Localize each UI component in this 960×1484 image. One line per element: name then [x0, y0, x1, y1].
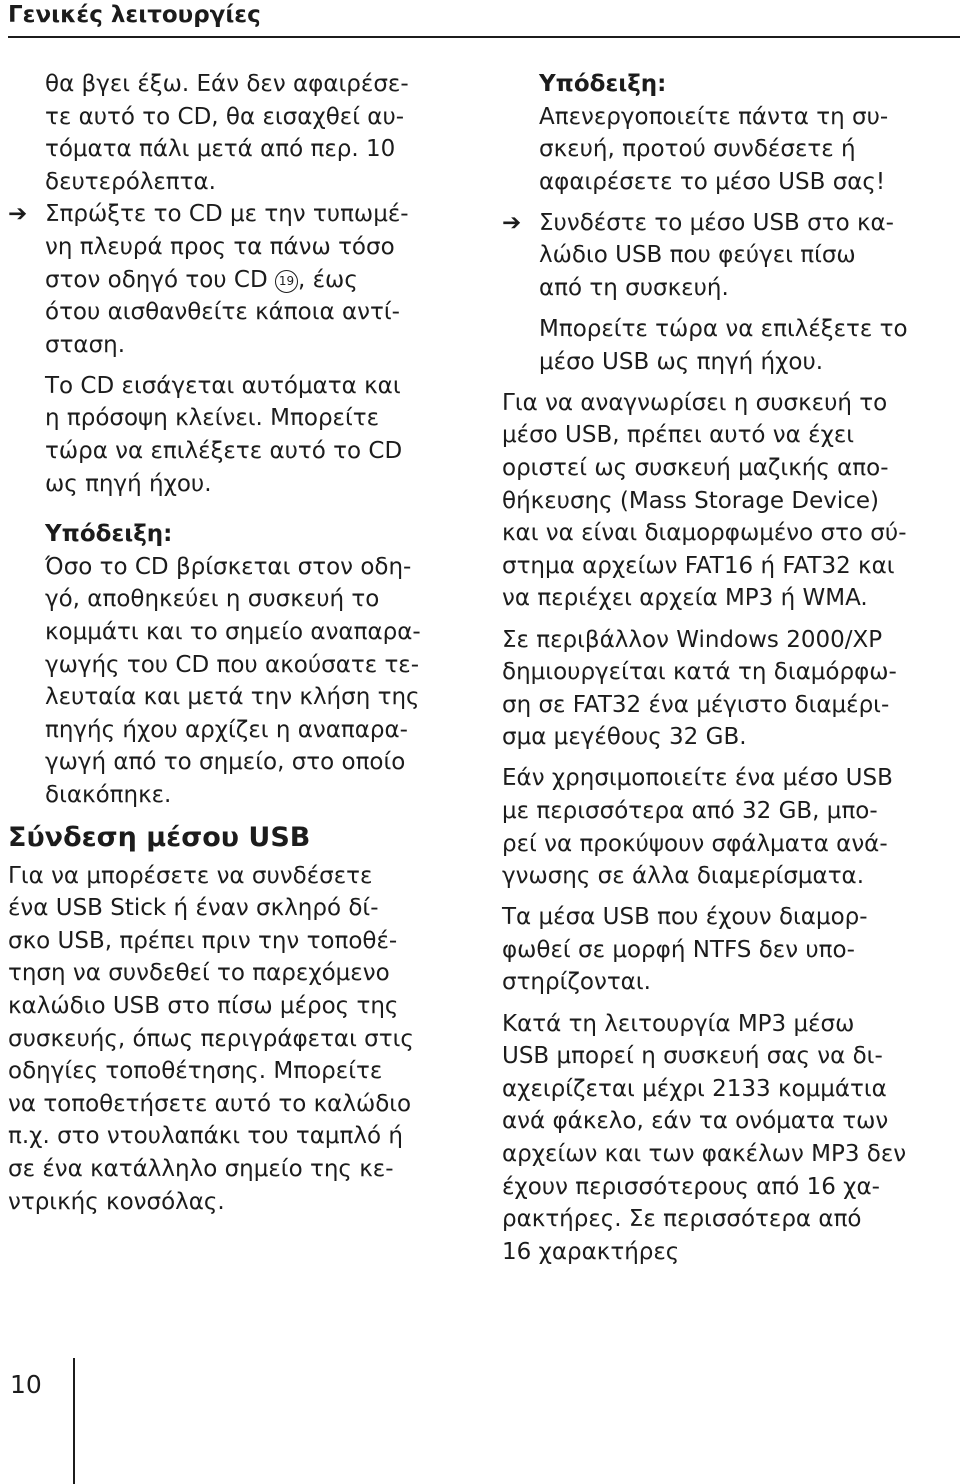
text-line: Σπρώξτε το CD με την τυπωμέ- — [45, 201, 409, 228]
text-line: με περισσότερα από 32 GB, μπο- — [502, 797, 878, 824]
text-line: λευταία και μετά την κλήση της — [45, 684, 420, 711]
text-line: ένα USB Stick ή έναν σκληρό δί- — [8, 895, 379, 922]
text-line: π.χ. στο ντουλαπάκι του ταμπλό ή — [8, 1123, 403, 1150]
text-line: διακόπηκε. — [45, 781, 172, 808]
reference-number-badge: 19 — [275, 270, 298, 293]
step-result — [502, 313, 952, 378]
text-line: στημα αρχείων FAT16 ή FAT32 και — [502, 552, 895, 579]
text-line: να περιέχει αρχεία MP3 ή WMA. — [502, 585, 868, 612]
text-line: έχουν περισσότερους από 16 χα- — [502, 1173, 880, 1200]
text-line: σε ένα κατάλληλο σημείο της κε- — [8, 1155, 394, 1182]
header-rule — [8, 36, 960, 38]
paragraph — [502, 624, 952, 754]
text-line: ως πηγή ήχου. — [45, 470, 212, 497]
text-line: στηρίζονται. — [502, 969, 651, 996]
text-line: USB μπορεί η συσκευή σας να δι- — [502, 1043, 883, 1070]
text-line: σμα μεγέθους 32 GB. — [502, 724, 747, 751]
usb-section-paragraph — [8, 860, 468, 1219]
text-line: τώρα να επιλέξετε αυτό το CD — [45, 438, 403, 465]
text-line: θήκευσης (Mass Storage Device) — [502, 487, 880, 514]
text-line: Το CD εισάγεται αυτόματα και — [45, 372, 401, 399]
text-line: κομμάτι και το σημείο αναπαρα- — [45, 619, 421, 645]
text-line: θα βγει έξω. Εάν δεν αφαιρέσε- — [45, 71, 409, 97]
text-line: καλώδιο USB στο πίσω μέρος της — [8, 992, 399, 1019]
instruction-step — [8, 198, 468, 361]
text-line: γνωσης σε άλλα διαμερίσματα. — [502, 863, 865, 890]
text-line: λώδιο USB που φεύγει πίσω — [539, 242, 856, 269]
continued-paragraph — [8, 68, 468, 198]
text-line: αρχείων και των φακέλων MP3 δεν — [502, 1140, 907, 1167]
paragraph — [502, 901, 952, 999]
text-line: μέσο USB, πρέπει αυτό να έχει — [502, 422, 855, 449]
text-line: αφαιρέσετε το μέσο USB σας! — [539, 168, 886, 195]
page-number: 10 — [10, 1370, 42, 1399]
text-line: στον οδηγό του CD — [45, 266, 275, 293]
text-line: σκο USB, πρέπει πριν την τοποθέ- — [8, 927, 398, 954]
text-line: Κατά τη λειτουργία MP3 μέσω — [502, 1010, 855, 1037]
section-title: Σύνδεση μέσου USB — [8, 821, 311, 853]
text-line: Συνδέστε το μέσο USB στο κα- — [539, 209, 894, 236]
text-line: συσκευής, όπως περιγράφεται στις — [8, 1025, 414, 1052]
text-line: γωγής του CD που ακούσατε τε- — [45, 651, 420, 678]
arrow-icon: ➔ — [8, 201, 28, 228]
paragraph — [502, 387, 952, 615]
right-column — [502, 68, 952, 1268]
text-line: ρεί να προκύψουν σφάλματα ανά- — [502, 830, 888, 857]
text-line: Σε περιβάλλον Windows 2000/XP — [502, 626, 883, 653]
text-line: Εάν χρησιμοποιείτε ένα μέσο USB — [502, 765, 893, 792]
text-line: , έως — [298, 266, 358, 293]
hint-box — [502, 68, 952, 198]
text-line: σκευή, προτού συνδέσετε ή — [539, 136, 856, 163]
text-line: από τη συσκευή. — [539, 275, 729, 302]
text-line: ότου αισθανθείτε κάποια αντί- — [45, 299, 400, 326]
text-line: οριστεί ως συσκευή μαζικής απο- — [502, 455, 889, 482]
text-line: Για να μπορέσετε να συνδέσετε — [8, 862, 373, 889]
text-line: Απενεργοποιείτε πάντα τη συ- — [539, 103, 889, 130]
text-line: μέσο USB ως πηγή ήχου. — [539, 348, 824, 375]
text-line: οδηγίες τοποθέτησης. Μπορείτε — [8, 1058, 383, 1085]
text-line: Για να αναγνωρίσει η συσκευή το — [502, 389, 888, 416]
arrow-icon: ➔ — [502, 209, 522, 236]
text-line: ανά φάκελο, εάν τα ονόματα των — [502, 1108, 889, 1135]
text-line: φωθεί σε μορφή NTFS δεν υπο- — [502, 936, 855, 963]
text-line: ντρικής κονσόλας. — [8, 1188, 225, 1215]
left-column — [8, 68, 468, 1218]
hint-title: Υπόδειξη: — [539, 71, 667, 97]
text-line: Μπορείτε τώρα να επιλέξετε το — [539, 316, 908, 343]
text-line: Τα μέσα USB που έχουν διαμορ- — [502, 904, 868, 931]
paragraph — [502, 1008, 952, 1269]
text-line: αχειρίζεται μέχρι 2133 κομμάτια — [502, 1075, 887, 1102]
hint-title: Υπόδειξη: — [45, 521, 173, 548]
text-line: νη πλευρά προς τα πάνω τόσο — [45, 233, 395, 260]
text-line: δημιουργείται κατά τη διαμόρφω- — [502, 659, 897, 686]
text-line: τόματα πάλι μετά από περ. 10 — [45, 136, 396, 163]
text-line: γωγή από το σημείο, στο οποίο — [45, 749, 406, 776]
text-line: τηση να συνδεθεί το παρεχόμενο — [8, 960, 390, 987]
text-line: η πρόσοψη κλείνει. Μπορείτε — [45, 405, 380, 432]
step-result — [8, 370, 468, 500]
text-line: Όσο το CD βρίσκεται στον οδη- — [45, 553, 412, 580]
text-line: τε αυτό το CD, θα εισαχθεί αυ- — [45, 103, 405, 130]
paragraph — [502, 762, 952, 892]
text-line: δευτερόλεπτα. — [45, 168, 216, 195]
text-line: πηγής ήχου αρχίζει η αναπαρα- — [45, 716, 408, 743]
text-line: και να είναι διαμορφωμένο στο σύ- — [502, 520, 907, 547]
text-line: 16 χαρακτήρες — [502, 1238, 680, 1265]
text-line: σταση. — [45, 331, 126, 358]
text-line: να τοποθετήσετε αυτό το καλώδιο — [8, 1090, 412, 1117]
text-line: ρακτήρες. Σε περισσότερα από — [502, 1206, 862, 1233]
hint-box — [8, 518, 468, 811]
page-number-divider — [73, 1358, 75, 1484]
text-line: ση σε FAT32 ένα μέγιστο διαμέρι- — [502, 691, 890, 718]
instruction-step — [502, 207, 952, 305]
page-header-title: Γενικές λειτουργίες — [8, 2, 261, 28]
text-line: γό, αποθηκεύει η συσκευή το — [45, 586, 380, 613]
